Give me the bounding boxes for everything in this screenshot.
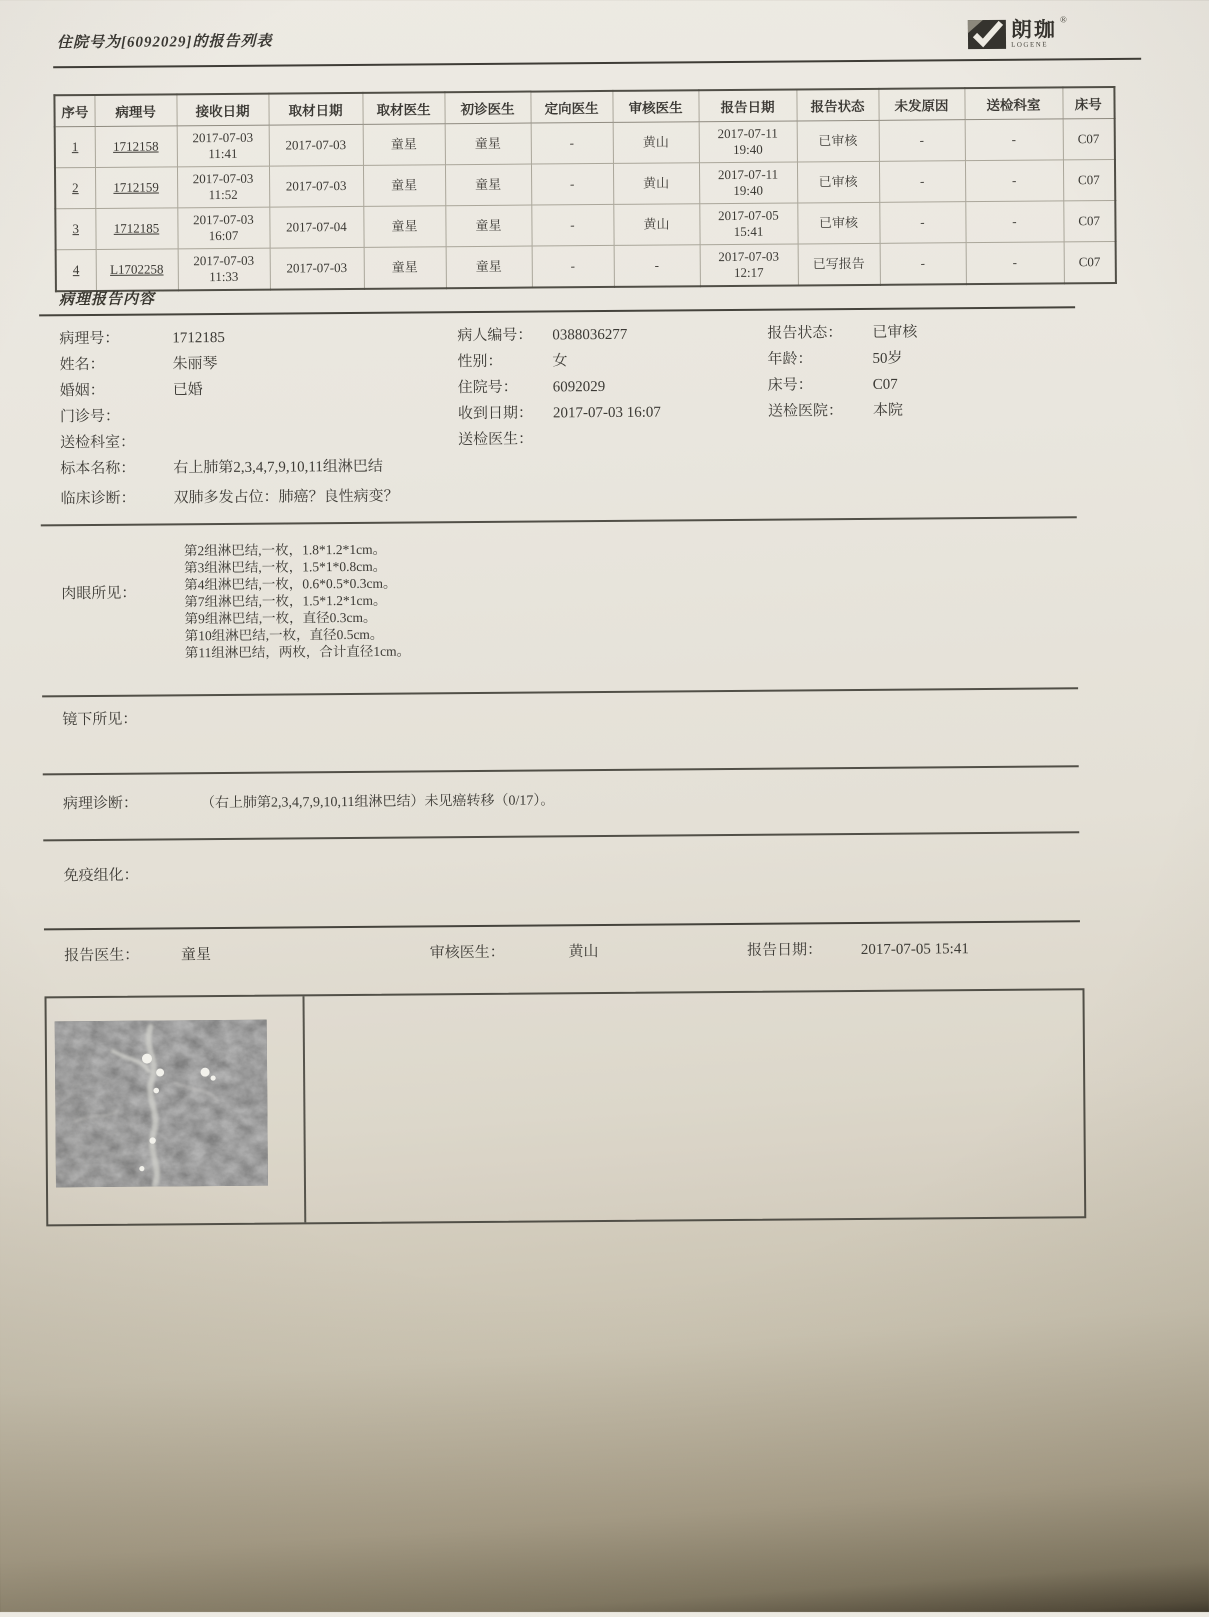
- cell: -: [966, 242, 1064, 284]
- cell: 黄山: [613, 122, 699, 164]
- logo: [967, 14, 1067, 50]
- gross-line: 第10组淋巴结,一枚，直径0.5cm。: [184, 626, 384, 644]
- gross-line: 第9组淋巴结,一枚，直径0.3cm。: [184, 609, 377, 627]
- report-doctor-value: 童星: [180, 947, 212, 964]
- col-header: 病理号: [94, 94, 176, 126]
- seq-link: 2: [55, 167, 95, 208]
- cell: 2017-07-03 11:33: [178, 248, 270, 290]
- cell: 童星: [363, 124, 445, 166]
- col-header: 报告状态: [796, 89, 878, 121]
- cell: -: [532, 245, 614, 287]
- divider: [43, 765, 1079, 775]
- cell: -: [880, 243, 966, 285]
- report-list-table: [53, 86, 1117, 292]
- field-clinical-diagnosis: 临床诊断： 双肺多发占位：肺癌？良性病变？: [60, 488, 399, 508]
- cell: 黄山: [613, 163, 699, 205]
- cell: -: [965, 160, 1063, 202]
- gross-findings-text: [184, 541, 410, 662]
- cell: -: [879, 161, 965, 203]
- cell: 黄山: [613, 204, 699, 246]
- cell: -: [879, 202, 965, 244]
- cell: 2017-07-03: [270, 247, 364, 289]
- cell: -: [614, 245, 700, 287]
- field-sending-doctor: 送检医生：: [458, 431, 534, 449]
- immunohistochemistry-label: 免疫组化：: [63, 867, 139, 885]
- divider: [44, 920, 1080, 930]
- cell: 童星: [445, 123, 531, 165]
- info-column-2: [457, 321, 758, 453]
- microscopic-findings-label: 镜下所见：: [62, 711, 138, 729]
- review-doctor-value: 黄山: [568, 944, 599, 961]
- image-box-divider: [302, 996, 305, 1222]
- report-date-label: 报告日期：: [747, 942, 823, 959]
- report-doctor-label: 报告医生：: [64, 947, 140, 965]
- histology-image: [55, 1020, 268, 1188]
- cell: 童星: [364, 247, 446, 289]
- cell: C07: [1063, 118, 1115, 159]
- logene-logo-icon: [967, 19, 1007, 50]
- field-name: 姓名： 朱丽琴: [59, 356, 218, 374]
- field-sending-dept: 送检科室：: [60, 434, 136, 452]
- cell: 已审核: [797, 161, 879, 203]
- section-title-pathology-report: 病理报告内容: [58, 291, 156, 309]
- divider: [42, 687, 1078, 697]
- field-age: 年龄： 50岁: [767, 350, 903, 368]
- info-column-1: [59, 323, 450, 456]
- seq-link: 3: [55, 208, 95, 249]
- image-attachment-box: [44, 988, 1086, 1226]
- cell: 2017-07-03: [269, 124, 363, 166]
- field-marriage: 婚姻： 已婚: [59, 382, 203, 400]
- cell: 2017-07-11 19:40: [699, 162, 797, 204]
- cell: 2017-07-03 12:17: [700, 244, 798, 286]
- cell: 已写报告: [798, 243, 880, 285]
- cell: C07: [1063, 200, 1115, 241]
- gross-findings-label: 肉眼所见：: [61, 585, 137, 603]
- info-column-3: [767, 318, 1068, 424]
- table-row: [56, 241, 1116, 291]
- field-inpatient-no: 住院号： 6092029: [457, 378, 606, 397]
- cell: 童星: [363, 165, 445, 207]
- col-header: 床号: [1062, 87, 1114, 119]
- cell: -: [531, 163, 613, 205]
- col-header: 报告日期: [698, 89, 796, 121]
- section-divider: [39, 306, 1075, 316]
- cell: -: [531, 122, 613, 164]
- field-bed-no: 床号： C07: [767, 376, 898, 394]
- pathology-no-link: 1712159: [95, 167, 177, 209]
- cell: 2017-07-11 19:40: [699, 121, 797, 163]
- field-pathology-no: 病理号： 1712185: [59, 329, 225, 348]
- pathology-no-link: L1702258: [96, 249, 178, 291]
- pathologic-diagnosis-label: 病理诊断：: [62, 795, 139, 813]
- gross-line: 第7组淋巴结,一枚，1.5*1.2*1cm。: [184, 592, 387, 610]
- logo-en-text: LOGENE: [1011, 40, 1049, 49]
- col-header: 取材日期: [268, 93, 362, 125]
- cell: 已审核: [797, 202, 879, 244]
- field-outpatient-no: 门诊号：: [59, 408, 121, 426]
- seq-link: 4: [56, 249, 96, 291]
- logo-registered-mark: ®: [1059, 14, 1067, 25]
- cell: 童星: [363, 206, 445, 248]
- header-divider: [53, 58, 1141, 69]
- cell: C07: [1063, 159, 1115, 200]
- col-header: 取材医生: [362, 92, 444, 124]
- pathologic-diagnosis-value: （右上肺第2,3,4,7,9,10,11组淋巴结）未见癌转移（0/17）。: [200, 793, 555, 812]
- divider: [43, 831, 1079, 841]
- field-specimen-name: 标本名称： 右上肺第2,3,4,7,9,10,11组淋巴结: [60, 458, 383, 478]
- divider: [41, 516, 1077, 526]
- cell: 2017-07-03 11:41: [177, 125, 269, 167]
- cell: 2017-07-03 11:52: [177, 166, 269, 208]
- page-title: 住院号为[6092029]的报告列表: [56, 33, 273, 52]
- cell: 2017-07-03 16:07: [177, 207, 269, 249]
- seq-link: 1: [55, 126, 95, 167]
- col-header: 接收日期: [176, 94, 268, 126]
- gross-line: 第11组淋巴结，两枚，合计直径1cm。: [184, 643, 411, 661]
- field-patient-no: 病人编号： 0388036277: [457, 326, 628, 345]
- field-report-status: 报告状态： 已审核: [767, 324, 918, 342]
- cell: 童星: [446, 246, 532, 288]
- pathology-no-link: 1712185: [95, 208, 177, 250]
- col-header: 送检科室: [964, 87, 1062, 119]
- cell: 童星: [445, 164, 531, 206]
- cell: -: [965, 201, 1063, 243]
- col-header: 未发原因: [878, 88, 964, 120]
- gross-line: 第2组淋巴结,一枚，1.8*1.2*1cm。: [183, 541, 387, 559]
- col-header: 定向医生: [530, 91, 612, 123]
- gross-line: 第4组淋巴结,一枚，0.6*0.5*0.3cm。: [184, 575, 397, 593]
- cell: -: [879, 120, 965, 162]
- cell: C07: [1064, 241, 1116, 283]
- report-date-value: 2017-07-05 15:41: [860, 941, 969, 958]
- col-header: 序号: [54, 95, 94, 127]
- logo-cn-text: 朗珈: [1010, 17, 1058, 42]
- cell: 已审核: [797, 120, 879, 162]
- col-header: 审核医生: [612, 90, 698, 122]
- review-doctor-label: 审核医生：: [429, 944, 505, 962]
- pathology-no-link: 1712158: [95, 126, 177, 168]
- col-header: 初诊医生: [444, 92, 530, 124]
- cell: 2017-07-04: [269, 206, 363, 248]
- cell: -: [531, 204, 613, 246]
- cell: -: [965, 119, 1063, 161]
- signature-row: [64, 936, 1104, 965]
- field-sending-hospital: 送检医院： 本院: [767, 402, 903, 420]
- cell: 2017-07-05 15:41: [699, 203, 797, 245]
- cell: 童星: [445, 205, 531, 247]
- gross-line: 第3组淋巴结,一枚，1.5*1*0.8cm。: [184, 558, 387, 576]
- field-sex: 性别： 女: [457, 353, 568, 371]
- cell: 2017-07-03: [269, 165, 363, 207]
- field-received-date: 收到日期： 2017-07-03 16:07: [457, 404, 661, 423]
